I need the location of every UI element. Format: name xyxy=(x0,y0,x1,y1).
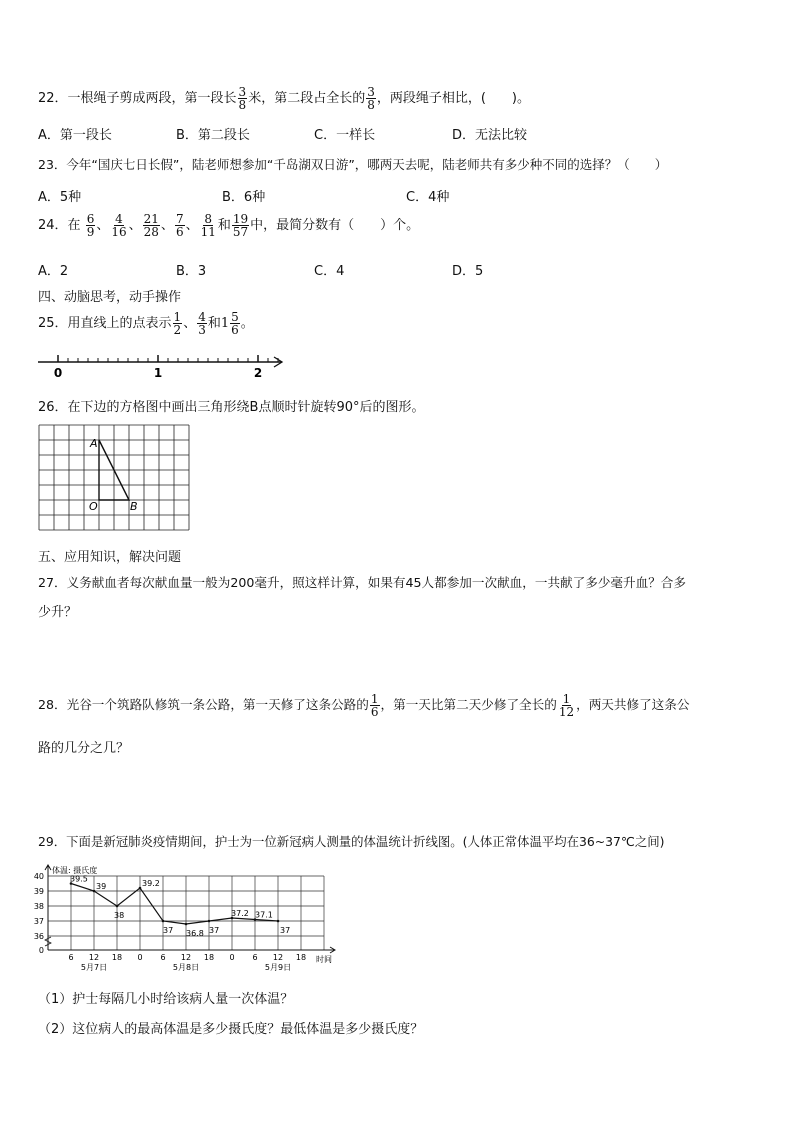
q24-stem: 24．在 $\frac{6}{9}$ 、 $\frac{4}{16}$ 、 $\frac{21}{28}$ 、 $\frac{7}{6}$ 、 $\frac{8}{11}$ 和 $\frac{19}{57}$ 中，最简分数有（ ）个。 xyxy=(38,212,420,239)
q22-text-1: 22．一根绳子剪成两段，第一段长 xyxy=(38,91,237,106)
chart-y-tick-label: 39 xyxy=(33,887,44,896)
point-b-label: B xyxy=(130,500,138,513)
chart-y-tick-label: 0 xyxy=(38,946,44,955)
q22-text-3: ，两段绳子相比，( )。 xyxy=(376,91,530,106)
chart-data-label: 39.2 xyxy=(142,879,160,888)
chart-data-point xyxy=(139,887,142,890)
number-line-label-0: 0 xyxy=(53,366,63,380)
q22-fraction-1: $\frac{3}{8}$ xyxy=(238,85,247,112)
chart-data-point xyxy=(277,920,280,923)
q24-fraction-2: $\frac{4}{16}$ xyxy=(111,212,127,239)
q22-option-b[interactable]: B．第二段长 xyxy=(176,128,250,143)
point-a-label: A xyxy=(90,437,98,450)
q25-fraction-3: $\frac{5}{6}$ xyxy=(231,310,239,337)
q24-fraction-3: $\frac{21}{28}$ xyxy=(143,212,159,239)
q24-fraction-6: $\frac{19}{57}$ xyxy=(232,212,249,239)
number-line-label-1: 1 xyxy=(153,366,163,380)
chart-x-tick-label: 12 xyxy=(180,953,192,962)
temperature-line-chart xyxy=(30,862,350,974)
number-line[interactable] xyxy=(30,350,290,380)
q24-option-c[interactable]: C．4 xyxy=(314,264,345,279)
chart-data-point xyxy=(208,920,211,923)
chart-axis-break xyxy=(45,937,51,946)
chart-data-label: 39.5 xyxy=(70,874,88,884)
chart-data-label: 39 xyxy=(96,882,107,891)
chart-data-label: 37 xyxy=(163,926,174,935)
chart-y-tick-label: 36 xyxy=(33,932,44,941)
chart-x-tick-label: 6 xyxy=(160,953,166,962)
chart-x-tick-label: 0 xyxy=(229,953,235,962)
chart-data-label: 37 xyxy=(280,926,291,935)
point-o-label: O xyxy=(89,500,98,513)
chart-x-tick-label: 0 xyxy=(137,953,143,962)
q25-fraction-1: $\frac{1}{2}$ xyxy=(173,310,182,337)
grid-diagram[interactable] xyxy=(38,424,198,538)
q25-fraction-2: $\frac{4}{3}$ xyxy=(198,310,206,337)
q28-line-1: 28．光谷一个筑路队修筑一条公路，第一天修了这条公路的 $\frac{1}{6}$ ，第一天比第二天少修了全长的 $\frac{1}{12}$ ，两天共修了这条公 xyxy=(38,692,690,719)
chart-data-point xyxy=(162,920,165,923)
section-4-heading: 四、动脑思考，动手操作 xyxy=(38,290,182,305)
chart-y-tick-label: 37 xyxy=(33,917,44,926)
q26-stem: 26．在下边的方格图中画出三角形绕B点顺时针旋转90°后的图形。 xyxy=(38,400,425,415)
q28-fraction-2: $\frac{1}{12}$ xyxy=(558,692,575,719)
q22-option-d[interactable]: D．无法比较 xyxy=(452,128,528,143)
chart-x-tick-label: 18 xyxy=(203,953,215,962)
q25-stem: 25．用直线上的点表示 $\frac{1}{2}$ 、 $\frac{4}{3}$ 和1 $\frac{5}{6}$ 。 xyxy=(38,310,254,337)
chart-data-label: 38 xyxy=(114,911,125,920)
chart-y-tick-label: 38 xyxy=(33,902,44,911)
q23-option-b[interactable]: B．6种 xyxy=(222,190,266,205)
chart-data-point xyxy=(185,923,188,926)
q24-fraction-5: $\frac{8}{11}$ xyxy=(200,212,216,239)
q23-option-a[interactable]: A．5种 xyxy=(38,190,82,205)
chart-x-tick-label: 18 xyxy=(295,953,307,962)
chart-day-label: 5月7日 xyxy=(80,963,108,972)
q24-option-d[interactable]: D．5 xyxy=(452,264,484,279)
chart-data-point xyxy=(116,905,119,908)
q28-fraction-1: $\frac{1}{6}$ xyxy=(370,692,379,719)
q24-option-b[interactable]: B．3 xyxy=(176,264,207,279)
q27-line-1: 27．义务献血者每次献血量一般为200毫升，照这样计算，如果有45人都参加一次献血，一共献了多少毫升血？合多 xyxy=(38,575,686,590)
q22-option-c[interactable]: C．一样长 xyxy=(314,128,376,143)
chart-data-label: 37 xyxy=(209,926,220,935)
q24-fraction-1: $\frac{6}{9}$ xyxy=(86,212,95,239)
chart-x-tick-label: 18 xyxy=(111,953,123,962)
q22-option-a[interactable]: A．第一段长 xyxy=(38,128,112,143)
chart-day-label: 5月9日 xyxy=(264,963,292,972)
q22-stem xyxy=(38,86,530,111)
section-5-heading: 五、应用知识，解决问题 xyxy=(38,550,182,565)
q24-fraction-4: $\frac{7}{6}$ xyxy=(175,212,184,239)
q23-stem: 23．今年“国庆七日长假”，陆老师想参加“千岛湖双日游”，哪两天去呢，陆老师共有多少种不同的选择？（ ） xyxy=(38,157,668,172)
chart-x-tick-label: 6 xyxy=(252,953,258,962)
chart-data-label: 37.1 xyxy=(255,910,273,920)
q22-fraction-2: $\frac{3}{8}$ xyxy=(367,85,375,112)
chart-x-tick-label: 6 xyxy=(68,953,74,962)
q29-sub-1: （1）护士每隔几小时给该病人量一次体温？ xyxy=(38,992,294,1007)
chart-ylabel: 体温: 摄氏度 xyxy=(52,866,98,875)
number-line-label-2: 2 xyxy=(253,366,263,380)
q29-sub-2: （2）这位病人的最高体温是多少摄氏度？最低体温是多少摄氏度？ xyxy=(38,1022,424,1037)
q23-option-c[interactable]: C．4种 xyxy=(406,190,450,205)
chart-x-tick-label: 12 xyxy=(272,953,284,962)
chart-data-label: 36.8 xyxy=(186,929,204,938)
q24-option-a[interactable]: A．2 xyxy=(38,264,69,279)
chart-xlabel: 时间 xyxy=(316,955,332,964)
chart-data-label: 37.2 xyxy=(231,909,249,918)
chart-day-label: 5月8日 xyxy=(172,963,200,972)
chart-x-tick-label: 12 xyxy=(88,953,100,962)
chart-y-tick-label: 40 xyxy=(33,872,44,881)
chart-data-point xyxy=(93,890,96,893)
q29-stem: 29．下面是新冠肺炎疫情期间，护士为一位新冠病人测量的体温统计折线图。(人体正常体温平均在36~37℃之间) xyxy=(38,834,665,849)
q27-line-2: 少升？ xyxy=(38,605,78,620)
q28-line-2: 路的几分之几？ xyxy=(38,741,130,756)
q22-text-2: 米，第二段占全长的 xyxy=(248,91,366,106)
